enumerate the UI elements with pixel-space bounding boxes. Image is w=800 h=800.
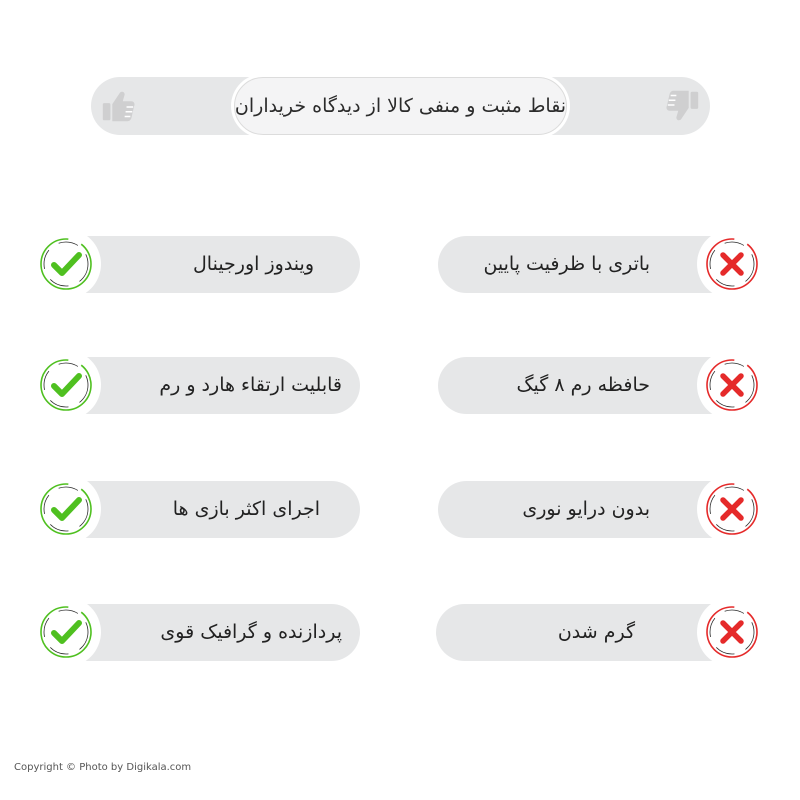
- con-label: گرم شدن: [557, 621, 635, 643]
- check-badge: [38, 236, 94, 292]
- pro-label: اجرای اکثر بازی ها: [172, 498, 320, 520]
- check-icon: [38, 236, 94, 292]
- copyright-text: Copyright © Photo by Digikala.com: [14, 762, 192, 773]
- pro-item: [38, 479, 360, 539]
- cross-icon: [704, 481, 760, 537]
- cross-icon: [704, 604, 760, 660]
- check-icon: [38, 481, 94, 537]
- pro-label: ویندوز اورجینال: [193, 253, 314, 275]
- check-badge: [38, 481, 94, 537]
- con-item: [438, 355, 760, 415]
- header-bar: [91, 77, 710, 135]
- thumbs-up-icon: [99, 87, 137, 125]
- cross-icon: [704, 357, 760, 413]
- con-label: بدون درایو نوری: [522, 498, 650, 520]
- thumbs-down-icon: [664, 87, 702, 125]
- check-badge: [38, 357, 94, 413]
- con-label: حافظه رم ۸ گیگ: [516, 374, 650, 396]
- cross-badge: [704, 604, 760, 660]
- pro-label: پردازنده و گرافیک قوی: [160, 621, 342, 643]
- check-icon: [38, 604, 94, 660]
- cross-badge: [704, 481, 760, 537]
- con-item: [438, 234, 760, 294]
- pro-label: قابلیت ارتقاء هارد و رم: [159, 374, 342, 396]
- con-item: [438, 479, 760, 539]
- cross-badge: [704, 357, 760, 413]
- cross-icon: [704, 236, 760, 292]
- cross-badge: [704, 236, 760, 292]
- page-title: نقاط مثبت و منفی کالا از دیدگاه خریداران: [234, 95, 567, 117]
- check-badge: [38, 604, 94, 660]
- pro-item: [38, 355, 360, 415]
- con-label: باتری با ظرفیت پایین: [483, 253, 650, 275]
- header-title-pill: [234, 77, 567, 135]
- pro-item: [38, 602, 360, 662]
- con-item: [436, 602, 760, 662]
- pro-item: [38, 234, 360, 294]
- check-icon: [38, 357, 94, 413]
